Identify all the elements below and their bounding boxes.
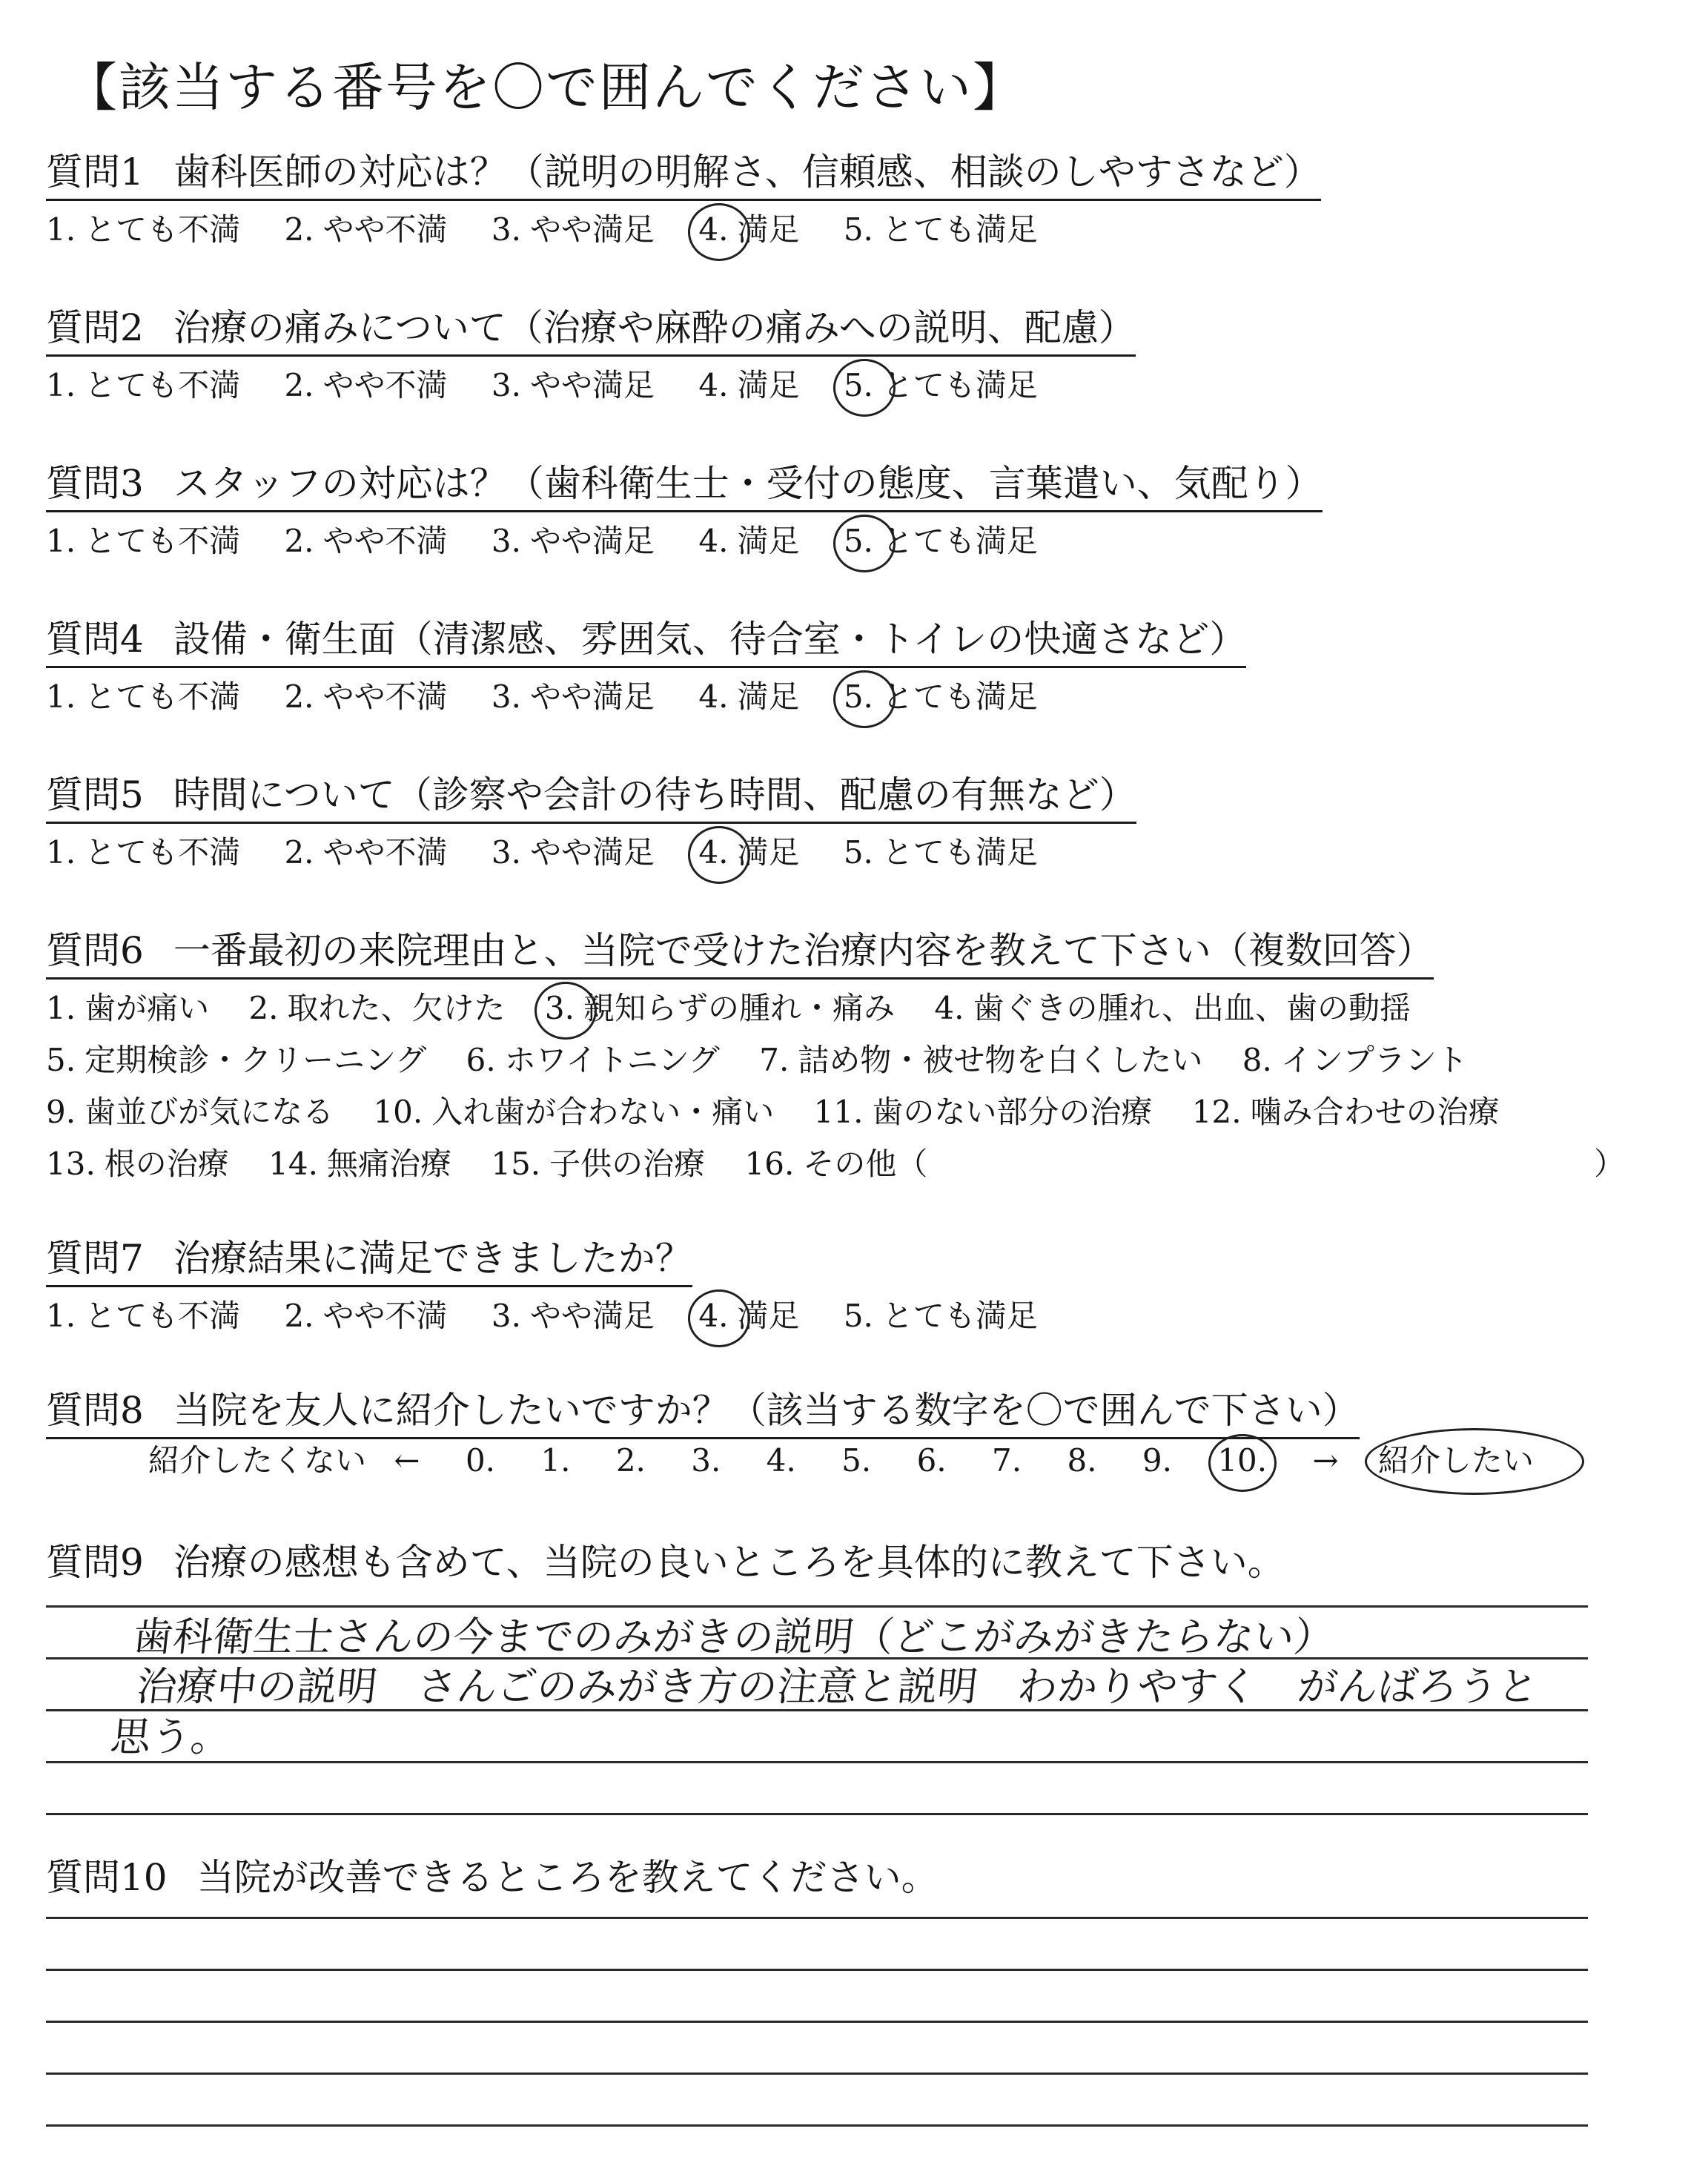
q10-text: 当院が改善できるところを教えてください。 [196,1856,939,1899]
q9-handwritten-answer-2: 治療中の説明 さんごのみがき方の注意と説明 わかりやすく がんばろうと [134,1663,1540,1710]
q3-option-2[interactable]: 2. やや不満 [284,523,448,559]
q6-option-4[interactable]: 4. 歯ぐきの腫れ、出血、歯の動揺 [934,990,1411,1026]
q2-option-1[interactable]: 1. とても不満 [46,367,241,403]
q6-option-8[interactable]: 8. インプラント [1242,1042,1468,1078]
q8-scale-0[interactable]: 0. [465,1442,496,1479]
q6-option-7[interactable]: 7. 詰め物・被せ物を白くしたい [759,1042,1203,1078]
q6-option-13[interactable]: 13. 根の治療 [46,1146,229,1182]
q8-title [46,1387,1360,1439]
q6-option-12[interactable]: 12. 噛み合わせの治療 [1191,1094,1500,1130]
q10-answer-line-2[interactable] [46,1969,1588,1971]
q5-number: 質問5 [46,773,144,816]
q7-option-2[interactable]: 2. やや不満 [284,1298,448,1334]
q5-option-2[interactable]: 2. やや不満 [284,834,448,871]
q3-option-4[interactable]: 4. 満足 [698,523,800,559]
q1-option-4[interactable]: 4. 満足 [698,208,799,252]
q1-option-5[interactable]: 5. とても満足 [843,211,1038,248]
q8-scale-3[interactable]: 3. [691,1442,721,1479]
q7-option-3[interactable]: 3. やや満足 [491,1298,655,1334]
q4-option-2[interactable]: 2. やや不満 [284,678,448,715]
q7-option-1[interactable]: 1. とても不満 [46,1298,241,1334]
q6-other-close-paren: ） [1594,1146,1626,1182]
q7-number: 質問7 [46,1237,144,1280]
page-header: 【該当する番号を〇で囲んでください】 [65,57,1026,118]
q3-title [46,460,1323,512]
q9-handwritten-answer-1: 歯科衛生士さんの今までのみがきの説明（どこがみがきたらない） [130,1614,1337,1660]
q10-answer-line-4[interactable] [46,2073,1588,2075]
q8-left-arrow: ← [394,1442,420,1479]
q3-option-1[interactable]: 1. とても不満 [46,523,241,559]
q3-options [46,519,1072,564]
q6-options-row-2 [46,1038,1497,1083]
q8-left-label: 紹介したくない [148,1442,367,1479]
q2-option-5[interactable]: 5. とても満足 [844,363,1038,408]
q8-scale-8[interactable]: 8. [1067,1442,1097,1479]
q5-options [46,830,1072,875]
q3-option-3[interactable]: 3. やや満足 [491,523,655,559]
q1-option-1[interactable]: 1. とても不満 [46,211,241,248]
q4-title [46,615,1246,668]
q8-scale-6[interactable]: 6. [916,1442,947,1479]
q8-scale-10[interactable]: 10. [1217,1439,1267,1483]
q8-scale-2[interactable]: 2. [615,1442,646,1479]
q4-option-1[interactable]: 1. とても不満 [46,678,241,715]
q9-number: 質問9 [46,1541,144,1584]
q6-option-6[interactable]: 6. ホワイトニング [466,1042,720,1078]
q4-option-5[interactable]: 5. とても満足 [844,675,1038,719]
q6-options-row-3 [46,1090,1529,1135]
q10-answer-line-1[interactable] [46,1917,1588,1919]
q7-options [46,1294,1072,1338]
q10-title [46,1854,939,1904]
q7-text: 治療結果に満足できましたか？ [173,1237,692,1280]
q8-number: 質問8 [46,1389,144,1432]
q1-option-3[interactable]: 3. やや満足 [491,211,655,248]
q6-option-3[interactable]: 3. 親知らずの腫れ・痛み [545,986,895,1031]
q6-option-2[interactable]: 2. 取れた、欠けた [248,990,506,1026]
q9-answer-line-5[interactable] [46,1813,1588,1815]
q5-option-5[interactable]: 5. とても満足 [843,834,1038,871]
q2-text: 治療の痛みについて（治療や麻酔の痛みへの説明、配慮） [173,306,1136,349]
q9-handwritten-answer-3: 思う。 [108,1714,234,1760]
q7-title [46,1235,692,1287]
q10-number: 質問10 [46,1856,168,1899]
q3-option-5[interactable]: 5. とても満足 [844,519,1038,564]
q9-answer-line-4[interactable] [46,1761,1588,1763]
q4-option-4[interactable]: 4. 満足 [698,678,800,715]
q1-options [46,208,1072,252]
q8-scale-5[interactable]: 5. [841,1442,872,1479]
q4-number: 質問4 [46,618,144,661]
q6-option-5[interactable]: 5. 定期検診・クリーニング [46,1042,427,1078]
q6-option-16[interactable]: 16. その他（ [744,1146,928,1182]
q8-scale-1[interactable]: 1. [540,1442,571,1479]
q7-option-5[interactable]: 5. とても満足 [843,1298,1038,1334]
q6-option-10[interactable]: 10. 入れ歯が合わない・痛い [373,1094,775,1130]
q8-right-arrow: → [1312,1442,1339,1479]
q8-text: 当院を友人に紹介したいですか？（該当する数字を〇で囲んで下さい） [173,1389,1360,1432]
q1-number: 質問1 [46,151,144,194]
q8-scale-7[interactable]: 7. [992,1442,1022,1479]
q5-title [46,771,1136,824]
q2-number: 質問2 [46,306,144,349]
q6-option-1[interactable]: 1. 歯が痛い [46,990,210,1026]
q6-title [46,927,1434,980]
q6-option-11[interactable]: 11. 歯のない部分の治療 [813,1094,1153,1130]
q6-number: 質問6 [46,929,144,972]
q5-option-3[interactable]: 3. やや満足 [491,834,655,871]
q4-text: 設備・衛生面（清潔感、雰囲気、待合室・トイレの快適さなど） [173,618,1247,661]
q6-option-9[interactable]: 9. 歯並びが気になる [46,1094,334,1130]
q8-scale-9[interactable]: 9. [1142,1442,1172,1479]
q1-text: 歯科医師の対応は？（説明の明解さ、信頼感、相談のしやすさなど） [173,151,1321,194]
q6-options-row-1 [46,986,1440,1031]
q6-options-row-4 [46,1142,957,1186]
q1-option-2[interactable]: 2. やや不満 [284,211,448,248]
q1-title [46,148,1321,201]
q8-scale-4[interactable]: 4. [766,1442,796,1479]
q9-title [46,1539,1285,1589]
q8-scale [148,1439,1534,1483]
q6-text: 一番最初の来院理由と、当院で受けた治療内容を教えて下さい（複数回答） [173,929,1434,972]
q5-option-1[interactable]: 1. とても不満 [46,834,241,871]
q2-option-3[interactable]: 3. やや満足 [491,367,655,403]
q10-answer-line-3[interactable] [46,2021,1588,2023]
q10-answer-line-5[interactable] [46,2124,1588,2127]
q5-option-4[interactable]: 4. 満足 [698,830,799,875]
q6-option-14[interactable]: 14. 無痛治療 [268,1146,451,1182]
q4-options [46,675,1072,719]
q2-option-2[interactable]: 2. やや不満 [284,367,448,403]
q7-option-4[interactable]: 4. 満足 [698,1294,799,1338]
q6-option-15[interactable]: 15. 子供の治療 [491,1146,706,1182]
q9-text: 治療の感想も含めて、当院の良いところを具体的に教えて下さい。 [173,1541,1285,1584]
q2-options [46,363,1072,408]
q3-number: 質問3 [46,462,144,505]
q5-text: 時間について（診察や会計の待ち時間、配慮の有無など） [173,773,1136,816]
q8-right-label: 紹介したい [1378,1439,1534,1483]
q2-title [46,304,1136,357]
q4-option-3[interactable]: 3. やや満足 [491,678,655,715]
q3-text: スタッフの対応は？（歯科衛生士・受付の態度、言葉遣い、気配り） [173,462,1323,505]
q2-option-4[interactable]: 4. 満足 [698,367,800,403]
